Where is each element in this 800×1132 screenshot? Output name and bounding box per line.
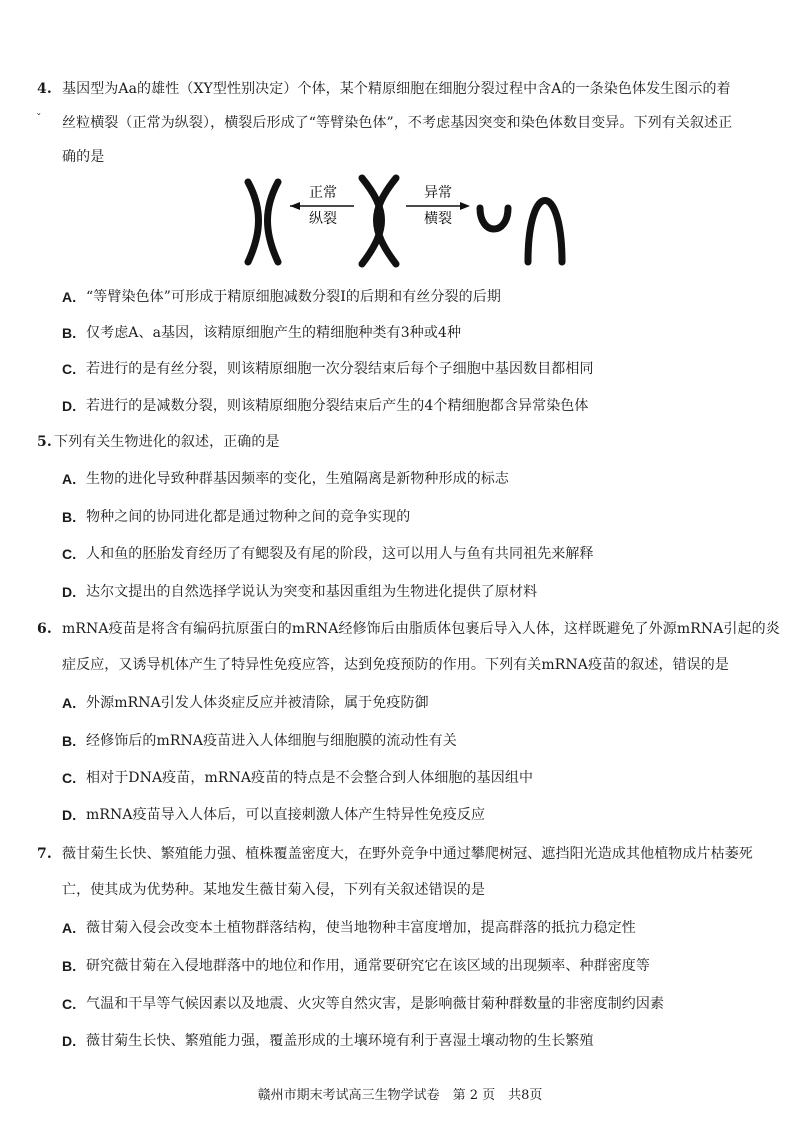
q4-option-a-letter: A. [62,289,77,305]
q7-option-b-letter: B. [62,958,77,974]
q5-option-c-text: 人和鱼的胚胎发育经历了有鳃裂及有尾的阶段，这可以用人与鱼有共同祖先来解释 [86,546,594,562]
q7-option-d-letter: D. [62,1033,77,1049]
q5-option-d-text: 达尔文提出的自然选择学说认为突变和基因重组为生物进化提供了原材料 [86,584,538,600]
q5-option-b-text: 物种之间的协同进化都是通过物种之间的竞争实现的 [86,509,411,525]
chromosome-diagram [228,170,568,272]
q7-option-c-text: 气温和干旱等气候因素以及地震、火灾等自然灾害，是影响薇甘菊种群数量的非密度制约因素 [86,996,665,1012]
q6-option-c-text: 相对于DNA疫苗，mRNA疫苗的特点是不会整合到人体细胞的基因组中 [86,770,534,786]
q4-stem-line-2: 丝粒横裂（正常为纵裂），横裂后形成了“等臂染色体”，不考虑基因突变和染色体数目变异。下列有关叙述正 [62,115,733,131]
q4-option-c-text: 若进行的是有丝分裂，则该精原细胞一次分裂结束后每个子细胞中基因数目都相同 [86,361,594,377]
q7-option-a-text: 薇甘菊入侵会改变本土植物群落结构，使当地物种丰富度增加，提高群落的抵抗力稳定性 [86,920,636,936]
q7-number: 7. [37,846,52,862]
q4-option-b-text: 仅考虑A、a基因，该精原细胞产生的精细胞种类有3种或4种 [86,325,462,341]
q4-number: 4. [37,81,52,97]
abnormal-label-2: 横裂 [424,211,452,227]
isochromosome-u-shape [480,208,508,229]
q7-stem-line-1: 薇甘菊生长快、繁殖能力强、植株覆盖密度大，在野外竞争中通过攀爬树冠、遮挡阳光造成其他植物成片枯萎死 [62,846,753,862]
q5-number: 5. [37,434,52,450]
q6-option-c-letter: C. [62,770,77,786]
q4-option-d-letter: D. [62,398,77,414]
q4-option-b-letter: B. [62,325,77,341]
normal-label-1: 正常 [309,185,337,201]
q4-option-d-text: 若进行的是减数分裂，则该精原细胞分裂结束后产生的4个精细胞都含异常染色体 [86,398,589,414]
q6-stem-line-2: 症反应，又诱导机体产生了特异性免疫应答，达到免疫预防的作用。下列有关mRNA疫苗的叙述，错误的是 [62,657,729,673]
q6-number: 6. [37,621,52,637]
q5-option-c-letter: C. [62,546,77,562]
margin-mark: ˇ [36,112,42,125]
q7-option-a-letter: A. [62,920,77,936]
q7-option-d-text: 薇甘菊生长快、繁殖能力强，覆盖形成的土壤环境有利于喜湿土壤动物的生长繁殖 [86,1033,594,1049]
q6-option-b-letter: B. [62,733,77,749]
q5-option-d-letter: D. [62,584,77,600]
q4-option-a-text: “等臂染色体”可形成于精原细胞减数分裂Ⅰ的后期和有丝分裂的后期 [86,289,501,305]
q6-option-d-text: mRNA疫苗导入人体后，可以直接刺激人体产生特异性免疫反应 [86,807,486,823]
vertically-split-chromosome-pair [248,182,278,262]
q5-option-b-letter: B. [62,509,77,525]
q6-stem-line-1: mRNA疫苗是将含有编码抗原蛋白的mRNA经修饰后由脂质体包裹后导入人体，这样既避免了外源mRNA引起的炎 [62,621,780,637]
q4-option-c-letter: C. [62,361,77,377]
q6-option-a-letter: A. [62,695,77,711]
q5-stem: 下列有关生物进化的叙述，正确的是 [54,434,280,450]
q4-stem-line-1: 基因型为Aa的雄性（XY型性别决定）个体，某个精原细胞在细胞分裂过程中含A的一条染色体发生图示的着 [62,81,731,97]
normal-label-2: 纵裂 [309,211,337,227]
q6-option-b-text: 经修饰后的mRNA疫苗进入人体细胞与细胞膜的流动性有关 [86,733,457,749]
q7-stem-line-2: 亡，使其成为优势种。某地发生薇甘菊入侵，下列有关叙述错误的是 [62,882,485,898]
abnormal-split-arrow [406,202,470,210]
normal-split-arrow [290,202,354,210]
isochromosome-arch-shape [528,201,562,263]
original-chromosome-x [362,178,396,264]
q7-option-c-letter: C. [62,996,77,1012]
page-footer: 赣州市期末考试高三生物学试卷 第 2 页 共8页 [257,1088,543,1103]
q6-option-d-letter: D. [62,807,77,823]
q4-stem-line-3: 确的是 [62,149,105,165]
abnormal-label-1: 异常 [424,185,452,201]
q6-option-a-text: 外源mRNA引发人体炎症反应并被清除，属于免疫防御 [86,695,429,711]
q7-option-b-text: 研究薇甘菊在入侵地群落中的地位和作用，通常要研究它在该区域的出现频率、种群密度等 [86,958,650,974]
q5-option-a-text: 生物的进化导致种群基因频率的变化，生殖隔离是新物种形成的标志 [86,471,509,487]
q5-option-a-letter: A. [62,471,77,487]
